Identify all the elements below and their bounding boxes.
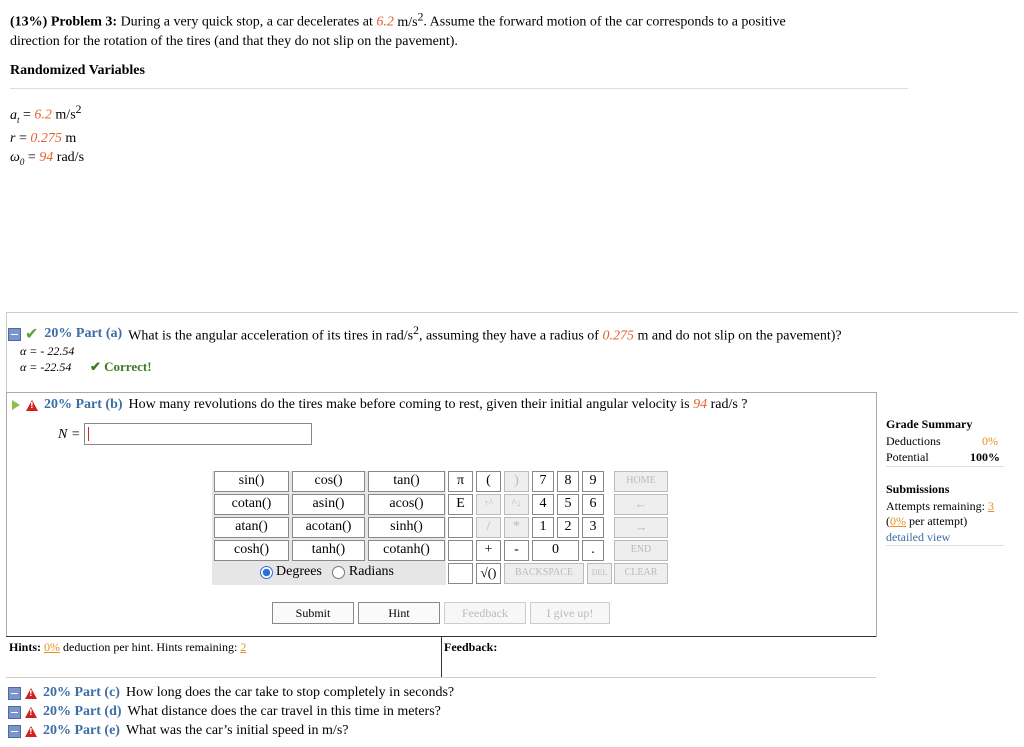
key-end[interactable]: END [614,540,668,561]
potential-label: Potential [886,450,929,464]
problem-label: (13%) Problem 3: [10,14,118,30]
key-1[interactable]: 1 [532,517,554,538]
key-cotan[interactable]: cotan() [214,494,289,515]
radians-label: Radians [348,564,394,579]
attempts-remaining: Attempts remaining: 3 [886,499,994,513]
submissions-title: Submissions [886,482,950,496]
play-icon [12,400,20,410]
key-sqrt[interactable]: √() [476,563,501,584]
part-b-question: How many revolutions do the tires make before coming to rest, given their initial angular velocity is 94 rad/s ? [128,397,748,412]
collapse-icon[interactable] [8,725,21,738]
hints-bar: Hints: 0% deduction per hint. Hints remaining: 2 [9,640,247,654]
key-sin[interactable]: sin() [214,471,289,492]
collapse-icon[interactable] [8,687,21,700]
key-asin[interactable]: asin() [292,494,365,515]
correct-status: ✔ Correct! [90,359,152,374]
key-up[interactable]: ↑^ [476,494,501,515]
collapse-icon[interactable] [8,328,21,341]
part-d-header[interactable]: ! 20% Part (d) What distance does the car travel in this time in meters? [8,704,441,720]
warning-icon [25,726,37,737]
key-left[interactable]: ← [614,494,668,515]
key-sinh[interactable]: sinh() [368,517,445,538]
key-home[interactable]: HOME [614,471,668,492]
key-cos[interactable]: cos() [292,471,365,492]
part-a-question: What is the angular acceleration of its tires in rad/$s^2$, assuming they have a radius of 0.275 m and do not slip on the pavement)? [128,324,842,344]
key-slash[interactable]: / [476,517,501,538]
answer-input[interactable] [84,423,312,445]
accel-value: 6.2 [376,14,394,30]
angle-mode [260,564,394,580]
radians-radio[interactable] [332,566,345,579]
detailed-view-link[interactable]: detailed view [886,530,951,544]
give-up-button[interactable]: I give up! [530,602,610,624]
part-a-answer1: α = - 22.54 [20,344,75,358]
key-3[interactable]: 3 [582,517,604,538]
var-r: r = 0.275 m [10,131,77,147]
problem-line2: direction for the rotation of the tires (and that they do not slip on the pavement). [10,33,458,49]
key-plus[interactable]: + [476,540,501,561]
part-a-answer2: α = -22.54 [20,360,72,374]
randomized-vars [10,100,84,172]
key-blank-3 [448,563,473,584]
key-tan[interactable]: tan() [368,471,445,492]
problem-text-after: . Assume the forward motion of the car corresponds to a positive [423,14,786,30]
key-dot[interactable]: . [582,540,604,561]
key-tanh[interactable]: tanh() [292,540,365,561]
var-at: $a_t = 6.2$ $m/s^2$ [10,103,82,125]
key-2[interactable]: 2 [557,517,579,538]
collapse-icon[interactable] [8,706,21,719]
degrees-label: Degrees [276,564,322,579]
problem-text: During a very quick stop, a car decelerates at [120,14,373,30]
key-del[interactable]: DEL [587,563,612,584]
key-pi[interactable]: π [448,471,473,492]
warning-icon [25,707,37,718]
warning-icon [25,688,37,699]
key-blank-1 [448,517,473,538]
key-lparen[interactable]: ( [476,471,501,492]
var-omega: $\omega_0 = 94$ rad/s [10,150,85,168]
key-cosh[interactable]: cosh() [214,540,289,561]
feedback-button[interactable]: Feedback [444,602,526,624]
hint-button[interactable]: Hint [358,602,440,624]
key-star[interactable]: * [504,517,529,538]
key-7[interactable]: 7 [532,471,554,492]
checkmark-icon: ✔ [25,326,39,344]
key-8[interactable]: 8 [557,471,579,492]
warning-icon [26,400,38,411]
deductions-value: 0% [982,434,998,448]
part-e-header[interactable]: ! 20% Part (e) What was the car’s initial speed in m/s? [8,723,348,739]
part-b-header [12,397,748,413]
key-down[interactable]: ^↓ [504,494,529,515]
key-9[interactable]: 9 [582,471,604,492]
problem-statement [10,7,1010,51]
part-b-pct: 20% Part (b) [44,397,123,412]
key-0[interactable]: 0 [532,540,579,561]
part-c-header[interactable]: ! 20% Part (c) How long does the car take to stop completely in seconds? [8,685,454,701]
key-atan[interactable]: atan() [214,517,289,538]
key-right[interactable]: → [614,517,668,538]
feedback-label: Feedback: [444,640,498,654]
key-rparen[interactable]: ) [504,471,529,492]
key-4[interactable]: 4 [532,494,554,515]
per-attempt: (0% per attempt) [886,514,968,528]
key-blank-2 [448,540,473,561]
deductions-label: Deductions [886,434,941,448]
submit-button[interactable]: Submit [272,602,354,624]
grade-summary-title: Grade Summary [886,417,973,431]
key-5[interactable]: 5 [557,494,579,515]
key-backspace[interactable]: BACKSPACE [504,563,584,584]
key-clear[interactable]: CLEAR [614,563,668,584]
key-minus[interactable]: - [504,540,529,561]
potential-value: 100% [970,450,1000,464]
answer-label: N = [58,427,81,442]
key-6[interactable]: 6 [582,494,604,515]
key-acos[interactable]: acos() [368,494,445,515]
degrees-radio[interactable] [260,566,273,579]
key-cotanh[interactable]: cotanh() [368,540,445,561]
accel-unit: $m/s^2$ [397,10,424,30]
key-acotan[interactable]: acotan() [292,517,365,538]
randomized-heading: Randomized Variables [10,63,145,78]
part-a-header [8,324,842,345]
key-e[interactable]: E [448,494,473,515]
part-a-pct: 20% Part (a) [44,326,123,342]
